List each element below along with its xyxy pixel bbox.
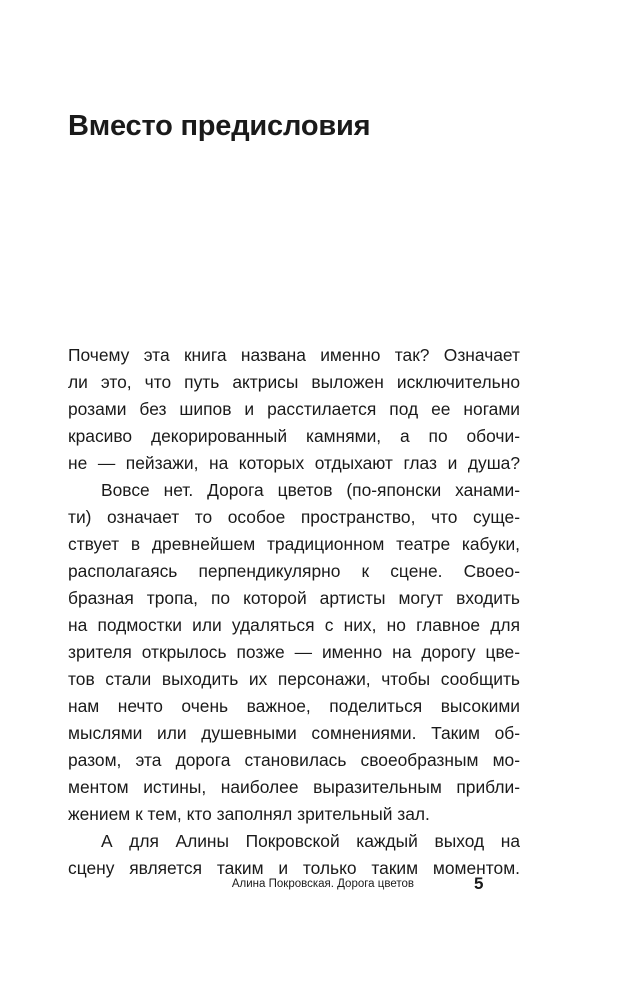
paragraph-1 [68, 342, 520, 477]
text-line: жением к тем, кто заполнял зрительный зал. [68, 804, 430, 824]
text-line: на подмостки или удаляться с них, но главное для [68, 615, 520, 635]
text-line: нам нечто очень важное, поделиться высокими [68, 696, 520, 716]
text-line: розами без шипов и расстилается под ее ногами [68, 399, 520, 419]
text-line: сцену является таким и только таким моментом. [68, 858, 520, 878]
text-line: бразная тропа, по которой артисты могут входить [68, 588, 520, 608]
chapter-title: Вместо предисловия [68, 110, 371, 142]
text-line: разом, эта дорога становилась своеобразным мо- [68, 750, 520, 770]
text-line: тов стали выходить их персонажи, чтобы сообщить [68, 669, 520, 689]
text-line: ствует в древнейшем традиционном театре кабуки, [68, 534, 520, 554]
running-title: Алина Покровская. Дорога цветов [231, 878, 414, 890]
text-line: ли это, что путь актрисы выложен исключительно [68, 372, 520, 392]
text-line: располагаясь перпендикулярно к сцене. Своео- [68, 561, 520, 581]
text-line: Почему эта книга названа именно так? Означает [68, 345, 520, 365]
text-line: ментом истины, наиболее выразительным прибли- [68, 777, 520, 797]
body-text [68, 342, 520, 882]
page-footer [0, 874, 644, 898]
paragraph-2 [68, 477, 520, 828]
text-line: мыслями или душевными сомнениями. Таким об- [68, 723, 520, 743]
text-line: Вовсе нет. Дорога цветов (по-японски ханами- [101, 480, 520, 500]
text-line: не — пейзажи, на которых отдыхают глаз и душа? [68, 453, 520, 473]
text-line: красиво декорированный камнями, а по обочи- [68, 426, 520, 446]
text-line: зрителя открылось позже — именно на дорогу цве- [68, 642, 520, 662]
text-line: А для Алины Покровской каждый выход на [101, 831, 520, 851]
page-number: 5 [474, 874, 484, 893]
text-line: ти) означает то особое пространство, что суще- [68, 507, 520, 527]
